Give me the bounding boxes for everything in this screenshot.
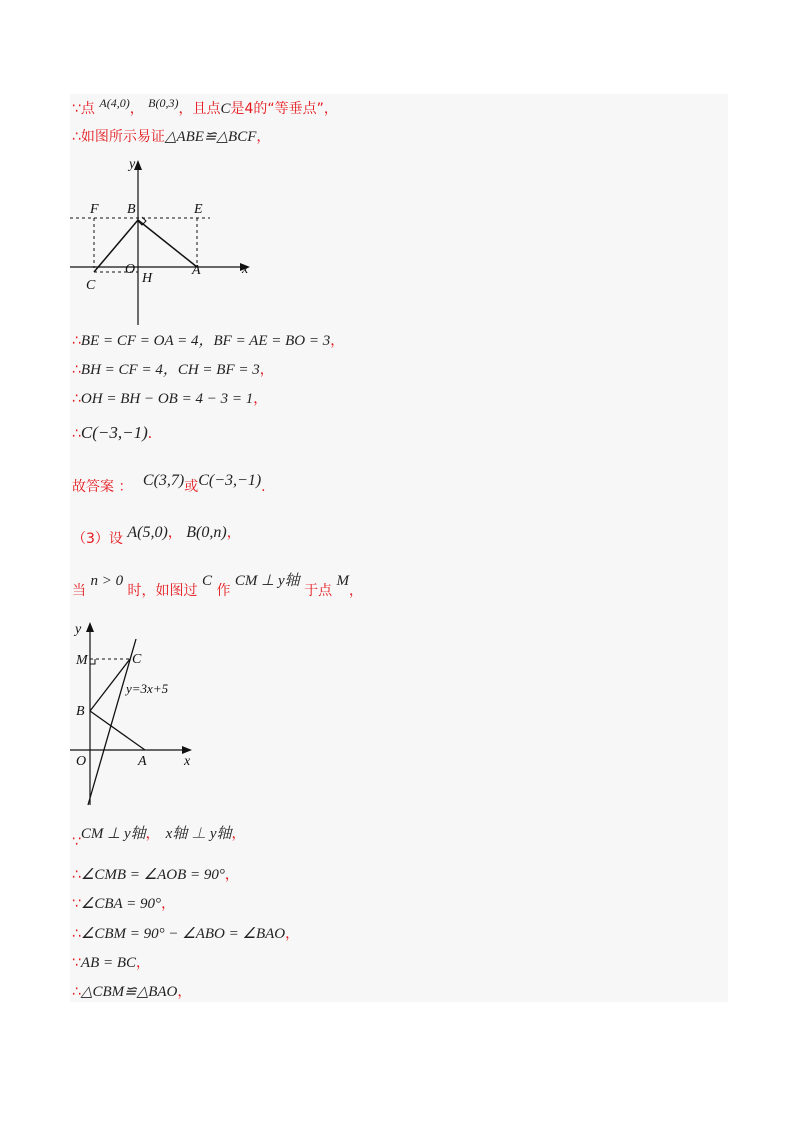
line-lengths-2 [72, 361, 274, 379]
math: A(5,0) [127, 524, 168, 541]
text: 当 [72, 583, 86, 599]
text: 故答案 ： [72, 479, 133, 495]
therefore-symbol: ∴ [72, 129, 81, 145]
math: C [220, 101, 231, 117]
text: ， [136, 955, 151, 971]
math: C(−3,−1) [80, 423, 148, 442]
text: ， [224, 867, 239, 883]
figure-1-diagram [70, 150, 260, 330]
math: M [336, 573, 350, 589]
math: B(0,3) [148, 96, 179, 110]
point-c-label: C [132, 652, 142, 667]
x-axis-label: x [184, 754, 191, 769]
text: ， [256, 129, 271, 145]
math: n > 0 [90, 573, 124, 589]
because-symbol: ∵ [72, 955, 81, 971]
text: ， [161, 896, 176, 912]
line-angle-cba [72, 895, 175, 913]
text: ， [167, 525, 182, 541]
text: 或 [184, 479, 199, 495]
line-ab-equals-bc [72, 954, 150, 972]
y-axis-label: y [129, 157, 136, 172]
line-oh [72, 390, 267, 408]
point-a-label: A [192, 263, 201, 278]
text: ， [231, 826, 246, 842]
because-symbol: ∵ [72, 101, 81, 117]
text: ，且点 [178, 101, 221, 117]
text: ， [129, 101, 144, 117]
text: ， [177, 984, 192, 1000]
line-angle-cbm [72, 925, 299, 943]
line-lengths-1 [72, 332, 344, 350]
origin-label: O [125, 262, 136, 277]
because-symbol: ∵ [72, 834, 81, 850]
math: ∠CBA = 90° [80, 896, 162, 912]
math: B(0,n) [186, 524, 227, 541]
math: △ABE≌△BCF [164, 129, 257, 145]
math: ∠CMB = ∠AOB = 90° [80, 867, 225, 883]
point-m-label: M [76, 653, 88, 668]
text: 作 [216, 583, 231, 599]
point-e-label: E [194, 202, 203, 217]
math: CM ⊥ y轴 [234, 573, 300, 589]
text: 时，如图过 [127, 583, 198, 599]
point-c-label: C [86, 278, 96, 293]
figure-2-diagram [70, 615, 210, 810]
therefore-symbol: ∴ [72, 926, 81, 942]
point-b-label: B [127, 202, 136, 217]
math: C(3,7) [142, 472, 185, 489]
line-equation-label: y=3x+5 [126, 681, 169, 696]
origin-label: O [76, 754, 87, 769]
because-symbol: ∵ [72, 896, 81, 912]
line-congruence-1 [72, 128, 270, 146]
text: ， [253, 391, 268, 407]
text: 点 [80, 101, 95, 117]
text: ， [259, 362, 274, 378]
line-part-3 [72, 524, 241, 548]
math: BH = CF = 4，CH = BF = 3 [80, 362, 260, 378]
math: OH = BH − OB = 4 − 3 = 1 [80, 391, 254, 407]
text: ， [226, 525, 241, 541]
line-c-coord [72, 424, 162, 443]
math: BE = CF = OA = 4，BF = AE = BO = 3 [80, 333, 331, 349]
math: A(4,0) [99, 96, 130, 110]
text: . [261, 479, 266, 495]
therefore-symbol: ∴ [72, 362, 81, 378]
math: x轴 ⊥ y轴 [165, 826, 232, 842]
point-h-label: H [142, 271, 153, 286]
text: （3）设 [72, 531, 123, 547]
therefore-symbol: ∴ [72, 391, 81, 407]
text: ． [147, 426, 162, 442]
text: ， [285, 926, 300, 942]
y-axis-label: y [75, 622, 82, 637]
text: ， [349, 583, 364, 599]
math: C [201, 573, 212, 589]
therefore-symbol: ∴ [72, 867, 81, 883]
math: ∠CBM = 90° − ∠ABO = ∠BAO [80, 926, 286, 942]
line-angles-right [72, 866, 239, 884]
x-axis-label: x [242, 262, 249, 277]
line-answer [72, 472, 266, 496]
text: 是4的“等垂点”， [230, 101, 338, 117]
line-case-n-positive [72, 573, 364, 600]
line-perpendiculars [72, 825, 246, 850]
line-congruence-2 [72, 983, 191, 1001]
text: ， [330, 333, 345, 349]
math: C(−3,−1) [198, 472, 262, 489]
text: 如图所示易证 [80, 129, 165, 145]
line-given-points [72, 96, 338, 118]
math: CM ⊥ y轴 [80, 826, 146, 842]
text: ， [145, 826, 160, 842]
point-f-label: F [90, 202, 99, 217]
therefore-symbol: ∴ [72, 984, 81, 1000]
therefore-symbol: ∴ [72, 426, 81, 442]
math: △CBM≌△BAO [80, 984, 178, 1000]
text: 于点 [304, 583, 333, 599]
math: AB = BC [80, 955, 137, 971]
therefore-symbol: ∴ [72, 333, 81, 349]
point-b-label: B [76, 704, 85, 719]
point-a-label: A [138, 754, 147, 769]
